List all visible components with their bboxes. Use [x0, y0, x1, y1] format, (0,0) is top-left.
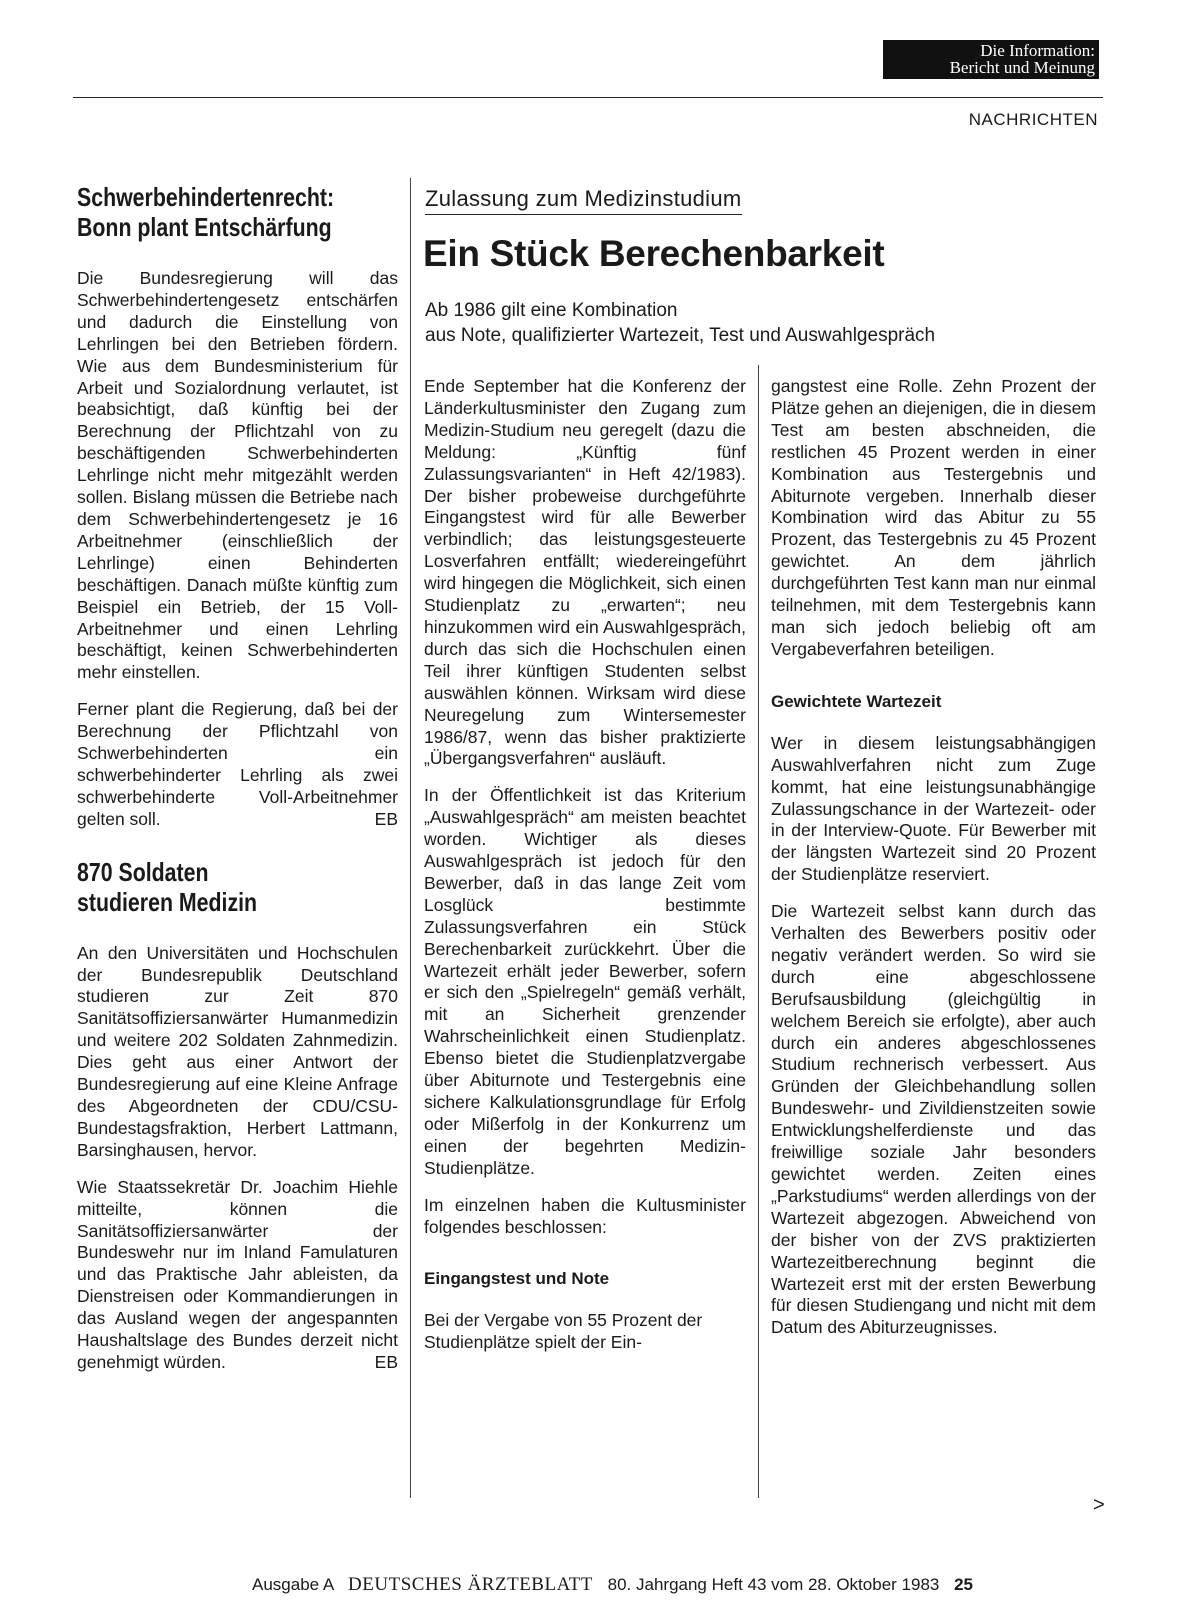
article1-body — [77, 268, 398, 831]
main-col2-paragraph-3: Die Wartezeit selbst kann durch das Verhalten des Bewerbers positiv oder negativ verändert werden. So wird sie durch eine abgeschlossene Berufsausbildung (gleichgültig in welchem Bereich sie erfolgte), aber auch durch ein anderes abgeschlossenes Studium rechnerisch verbessert. Aus Gründen der Gleichbehandlung sollen Bundeswehr- und Zivildienstzeiten sowie Entwicklungshelferdienste und das freiwillige soziale Jahr besonders gewichtet werden. Zeiten eines „Parkstudiums“ werden allerdings von der Wartezeit abgezogen. Abweichend von der bisher von der ZVS praktizierten Wartezeitberechnung beginnt die Wartezeit erst mit der ersten Bewerbung für diesen Studiengang und nicht mit dem Datum des Abiturzeugnisses. — [771, 901, 1096, 1338]
section-tag-line1: Die Information: — [980, 41, 1095, 60]
article2-signature: EB — [374, 1351, 398, 1372]
article1-headline — [77, 182, 340, 242]
main-col2-paragraph-1: gangstest eine Rolle. Zehn Prozent der Plätze gehen an diejenigen, die in diesem Test am besten abschneiden, die restlichen 45 Prozent werden in einer Kombination aus Testergebnis und Abiturnote vergeben. Innerhalb dieser Kombination wird das Abitur zu 55 Prozent, das Testergebnis zu 45 Prozent gewichtet. An dem jährlich durchgeführten Test kann man nur einmal teilnehmen, mit dem Testergebnis kann man sich jedoch beliebig oft am Vergabeverfahren beteiligen. — [771, 376, 1096, 659]
main-kicker: Zulassung zum Medizinstudium — [425, 185, 742, 215]
main-col2-paragraph-2: Wer in diesem leistungsabhängigen Auswahlverfahren nicht zum Zuge kommt, hat eine leistungsunabhängige Zulassungschance in der Wartezeit- oder in der Interview-Quote. Für Bewerber mit der längsten Wartezeit sind 20 Prozent der Studienplätze reserviert. — [771, 732, 1096, 885]
section-tag-line2: Bericht und Meinung — [949, 58, 1095, 77]
main-column-1 — [424, 376, 746, 1369]
footer-paper-name: DEUTSCHES ÄRZTEBLATT — [348, 1574, 593, 1595]
main-col1-paragraph-2: In der Öffentlichkeit ist das Kriterium „Auswahlgespräch“ am meisten beachtet worden. Wichtiger als dieses Auswahlgespräch ist jedoch für den Bewerber, daß in das lange Zeit vom Losglück bestimmte Zulassungsverfahren ein Stück Berechenbarkeit zurückkehrt. Über die Wartezeit erhält jeder Bewerber, sofern er sich den „Spielregeln“ gemäß verhält, mit an Sicherheit grenzender Wahrscheinlichkeit einen Studienplatz. Ebenso bietet die Studienplatzvergabe über Abiturnote und Testergebnis eine sichere Kalkulationsgrundlage für Erfolg oder Mißerfolg in der Konkurrenz um einen der begehrten Medizin-Studienplätze. — [424, 785, 746, 1178]
section-tag — [883, 40, 1099, 79]
article2-paragraph-1: An den Universitäten und Hochschulen der Bundesrepublik Deutschland studieren zur Zeit 870 Sanitätsoffiziersanwärter Humanmedizin und weitere 202 Soldaten Zahnmedizin. Dies geht aus einer Antwort der Bundesregierung auf eine Kleine Anfrage des Abgeordneten der CDU/CSU-Bundestagsfraktion, Herbert Lattmann, Barsinghausen, hervor. — [77, 942, 398, 1160]
left-column — [77, 182, 398, 1389]
subhead-wartezeit: Gewichtete Wartezeit — [771, 691, 942, 711]
article2-headline-line2: studieren Medizin — [77, 886, 258, 917]
top-rule — [73, 97, 1103, 98]
main-headline: Ein Stück Berechenbarkeit — [423, 233, 885, 274]
main-column-2 — [771, 376, 1096, 1354]
main-deck-line1: Ab 1986 gilt eine Kombination — [425, 300, 678, 321]
footer-issue: 80. Jahrgang Heft 43 vom 28. Oktober 1983 — [607, 1575, 940, 1594]
continue-arrow-icon: > — [1093, 1494, 1105, 1516]
page-number: 25 — [954, 1575, 974, 1594]
main-deck-line2: aus Note, qualifizierter Wartezeit, Test und Auswahlgespräch — [425, 325, 936, 346]
article1-paragraph-1: Die Bundesregierung will das Schwerbehindertengesetz entschärfen und dadurch die Einstellung von Lehrlingen bei den Betrieben fördern. Wie aus dem Bundesministerium für Arbeit und Sozialordnung verlautet, ist beabsichtigt, daß künftig bei der Berechnung der Pflichtzahl von zu beschäftigenden Schwerbehinderten Lehrlinge nicht mehr mitgezählt werden sollen. Bislang müssen die Betriebe nach dem Schwerbehindertengesetz je 16 Arbeitnehmer (einschließlich der Lehrlinge) einen Behinderten beschäftigen. Danach müßte künftig zum Beispiel ein Betrieb, der 15 Voll-Arbeitnehmer und einen Lehrling beschäftigt, keinen Schwerbehinderten mehr einstellen. — [77, 268, 398, 683]
article2-paragraph-2-text: Wie Staatssekretär Dr. Joachim Hiehle mitteilte, können die Sanitätsoffiziersanwärter der Bundeswehr nur im Inland Famulaturen und das Praktische Jahr ableisten, da Dienstreisen oder Kommandierungen in das Ausland wegen der angespannten Haushaltslage des Bundes derzeit nicht genehmigt würden. — [77, 1176, 398, 1372]
article1-paragraph-2-text: Ferner plant die Regierung, daß bei der Berechnung der Pflichtzahl von Schwerbehinderten ein schwerbehinderter Lehrling als zwei schwerbehinderte Voll-Arbeitnehmer gelten soll. — [77, 699, 398, 829]
column-rule-left — [410, 178, 411, 1498]
article2-headline — [77, 857, 340, 917]
column-rule-middle — [758, 365, 759, 1498]
footer-edition: Ausgabe A — [252, 1575, 334, 1594]
article1-signature: EB — [374, 808, 398, 829]
article2-headline-line1: 870 Soldaten — [77, 856, 209, 887]
article1-paragraph-2 — [77, 699, 398, 830]
article1-headline-line2: Bonn plant Entschärfung — [77, 212, 332, 242]
article2-body — [77, 943, 398, 1374]
article1-headline-line1: Schwerbehindertenrecht: — [77, 182, 335, 212]
main-deck — [425, 298, 935, 348]
page-footer — [252, 1574, 973, 1596]
rubric: NACHRICHTEN — [968, 110, 1098, 129]
main-col1-paragraph-1: Ende September hat die Konferenz der Länderkultusminister den Zugang zum Medizin-Studium neu geregelt (dazu die Meldung: „Künftig fünf Zulassungsvarianten“ in Heft 42/1983). Der bisher probeweise durchgeführte Eingangstest wird für alle Bewerber verbindlich; das leistungsgesteuerte Losverfahren entfällt; wiedereingeführt wird hingegen die Möglichkeit, sich einen Studienplatz zu „erwarten“; neu hinzukommen wird ein Auswahlgespräch, durch das sich die Hochschulen einen Teil ihrer künftigen Studenten selbst auswählen können. Wirksam wird diese Neuregelung zum Wintersemester 1986/87, wenn das bisher praktizierte „Übergangsverfahren“ ausläuft. — [424, 376, 746, 769]
main-col1-paragraph-3: Im einzelnen haben die Kultusminister folgendes beschlossen: — [424, 1194, 746, 1237]
article2-paragraph-2 — [77, 1177, 398, 1374]
subhead-eingangstest: Eingangstest und Note — [424, 1269, 610, 1289]
main-col1-paragraph-4: Bei der Vergabe von 55 Prozent der Studienplätze spielt der Ein- — [424, 1310, 703, 1353]
